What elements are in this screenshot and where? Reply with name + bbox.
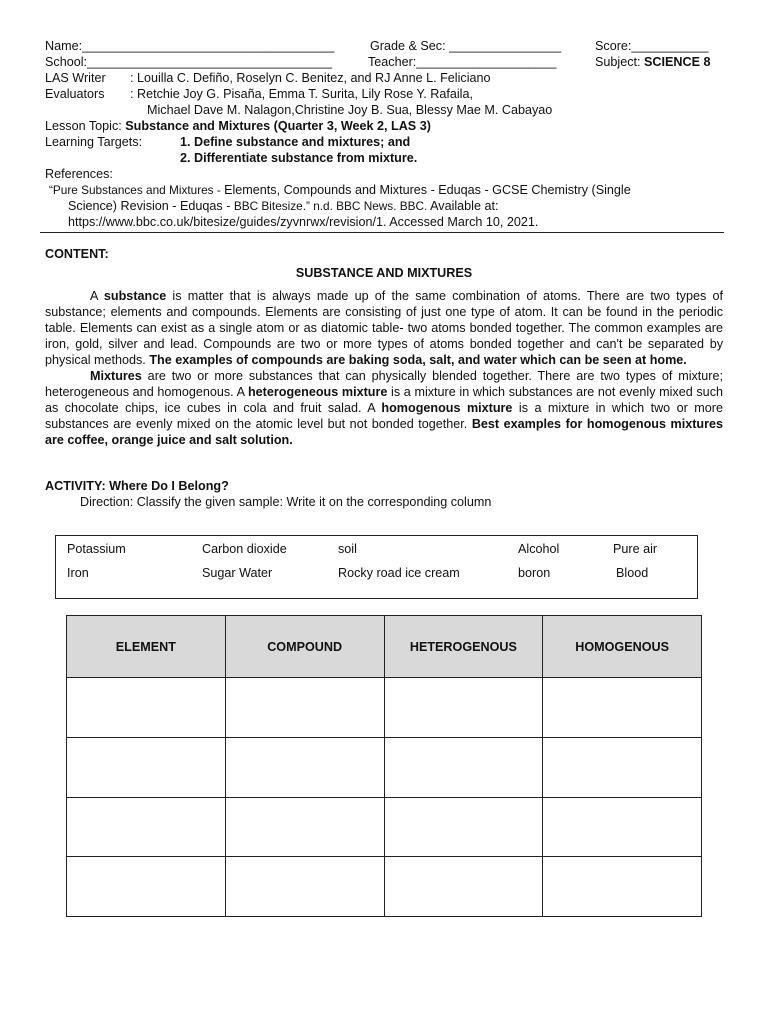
writer-label: LAS Writer [45,71,106,85]
evaluators-label: Evaluators [45,87,105,101]
answer-cell[interactable] [543,797,702,857]
paragraph-bold-text: substance [103,289,167,303]
answer-cell[interactable] [225,857,384,917]
sample-item: Alcohol [518,542,560,556]
topic-value: Substance and Mixtures (Quarter 3, Week 2, LAS 3) [125,119,431,133]
answer-cell[interactable] [67,857,226,917]
sample-item: Pure air [613,542,658,556]
header-divider [40,232,724,233]
reference-text: “Pure Substances and Mixtures - [49,183,225,197]
subject-line [595,54,711,70]
evaluators-value-2: Michael Dave M. Nalagon,Christine Joy B. Sua, Blessy Mae M. Cabayao [147,103,553,117]
paragraph-bold-text: heterogeneous mixture [247,385,388,399]
answer-cell[interactable] [225,797,384,857]
content-title: SUBSTANCE AND MIXTURES [295,266,473,280]
table-header-row [67,616,702,678]
answer-cell[interactable] [543,737,702,797]
column-header-element: ELEMENT [67,616,226,678]
activity-title: ACTIVITY: Where Do I Belong? [45,479,229,493]
paragraph-mixtures [45,368,723,448]
sample-item: Rocky road ice cream [338,566,460,580]
score-field[interactable]: Score:___________ [595,39,709,53]
content-label: CONTENT: [45,247,109,261]
reference-text: Available at: [427,199,499,213]
sample-item: boron [518,566,551,580]
targets-label: Learning Targets: [45,135,143,149]
content-body [45,288,723,448]
school-field[interactable]: School:___________________________________ [45,55,333,69]
reference-text: BBC Bitesize.” n.d. BBC News. BBC. [233,199,428,213]
grade-section-field[interactable]: Grade & Sec: ________________ [370,39,562,53]
reference-text: Elements, Compounds and Mixtures - Eduqas - GCSE Chemistry (Single [224,183,631,197]
column-header-homogenous: HOMOGENOUS [543,616,702,678]
answer-cell[interactable] [225,678,384,738]
paragraph-bold-text: The examples of compounds are baking soda, salt, and water which can be seen at home. [149,353,687,367]
paragraph-text: is a mixture in which two or more substances are evenly mixed on the atomic level but not bonded together. [45,401,723,431]
references-label: References: [45,167,113,181]
paragraph-bold-text: Mixtures [90,369,142,383]
evaluators-value-1: : Retchie Joy G. Pisaña, Emma T. Surita, Lily Rose Y. Rafaila, [130,87,473,101]
answer-cell[interactable] [384,857,543,917]
answer-cell[interactable] [384,678,543,738]
writer-value: : Louilla C. Defiño, Roselyn C. Benitez, and RJ Anne L. Feliciano [130,71,491,85]
paragraph-text: is a mixture in which substances are not evenly mixed such as chocolate chips, ice cubes in cola and fruit salad. A [45,385,723,415]
table-row [67,737,702,797]
paragraph-bold-text: homogenous mixture [381,401,513,415]
target-2: 2. Differentiate substance from mixture. [180,151,418,165]
answer-cell[interactable] [225,737,384,797]
paragraph-substance [45,288,723,368]
table-row [67,857,702,917]
paragraph-text: are two or more substances that can physically blended together. There are two types of mixture; heterogeneous and homogenous. A [45,369,723,399]
reference-line-1 [49,182,631,198]
answer-cell[interactable] [543,678,702,738]
answer-cell[interactable] [384,737,543,797]
target-1: 1. Define substance and mixtures; and [180,135,411,149]
lesson-topic [45,118,431,134]
topic-label: Lesson Topic: [45,119,122,133]
paragraph-bold-text: Best examples for homogenous mixtures are coffee, orange juice and salt solution. [45,417,723,447]
sample-item: soil [338,542,357,556]
answer-cell[interactable] [543,857,702,917]
reference-text: Science) Revision - Eduqas - [68,199,234,213]
classification-table [66,615,702,917]
sample-item: Sugar Water [202,566,273,580]
table-row [67,797,702,857]
samples-box [55,535,698,599]
answer-cell[interactable] [67,797,226,857]
paragraph-text: is matter that is always made up of the same combination of atoms. There are two types of substance; elements and compounds. Elements are consisting of just one type of atom. It can be found in the periodic table. Elements can exist as a single atom or as diatomic table- two atoms bonded together. The common examples are iron, gold, silver and lead. Compounds are two or more types of atoms bonded together and can't be separated by physical methods. [45,289,723,367]
sample-item: Blood [616,566,649,580]
subject-value: SCIENCE 8 [644,55,711,69]
subject-label: Subject: [595,55,641,69]
reference-url[interactable]: https://www.bbc.co.uk/bitesize/guides/zyvnrwx/revision/1. Accessed March 10, 2021. [68,215,539,229]
column-header-compound: COMPOUND [225,616,384,678]
name-field[interactable]: Name:____________________________________ [45,39,335,53]
sample-item: Iron [67,566,89,580]
reference-line-2 [68,198,498,214]
paragraph-text: A [90,289,104,303]
table-row [67,678,702,738]
sample-item: Potassium [67,542,126,556]
column-header-heterogenous: HETEROGENOUS [384,616,543,678]
answer-cell[interactable] [67,737,226,797]
activity-direction: Direction: Classify the given sample: Write it on the corresponding column [80,495,492,509]
answer-cell[interactable] [67,678,226,738]
answer-cell[interactable] [384,797,543,857]
sample-item: Carbon dioxide [202,542,287,556]
teacher-field[interactable]: Teacher:____________________ [368,55,557,69]
